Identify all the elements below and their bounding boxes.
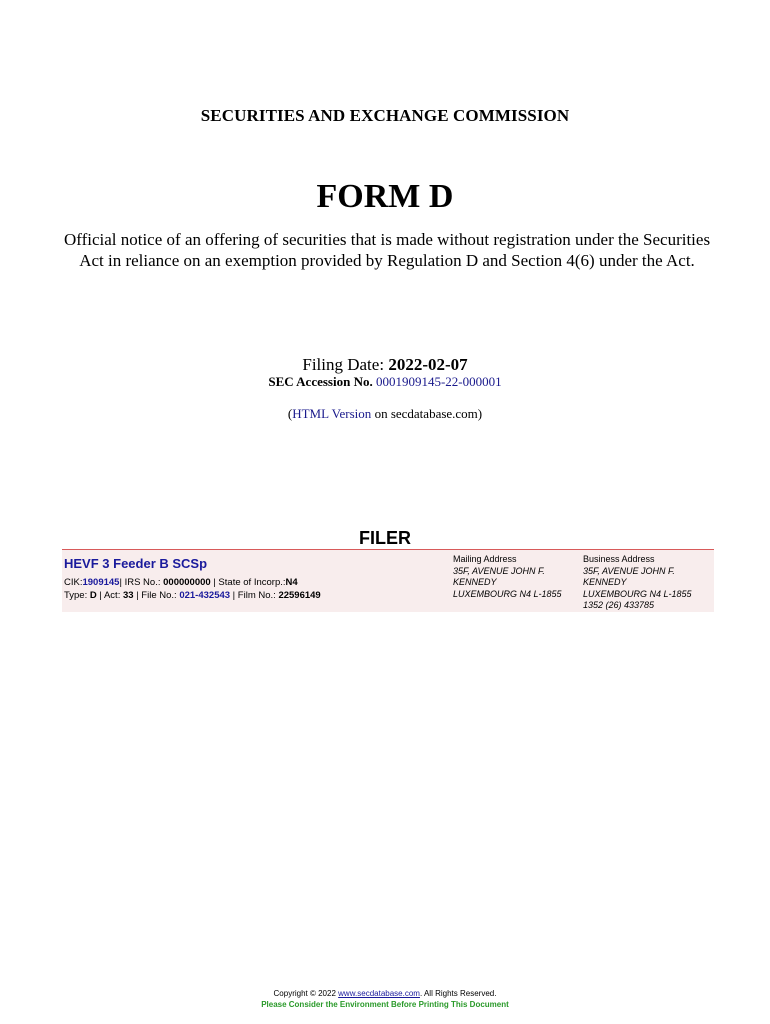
state-label: | State of Incorp.: — [210, 577, 286, 588]
form-title: FORM D — [316, 178, 454, 215]
business-address-line2: KENNEDY — [583, 577, 627, 587]
filing-date-label: Filing Date: — [302, 355, 385, 374]
cik-label: CIK: — [64, 577, 83, 588]
business-address-title: Business Address — [583, 554, 655, 564]
business-address-line3: LUXEMBOURG N4 L-1855 — [583, 588, 692, 599]
act-label: | Act: — [96, 590, 123, 601]
type-label: Type: — [64, 590, 90, 601]
html-version-line — [0, 406, 770, 422]
filer-box — [62, 549, 714, 612]
business-address-line1: 35F, AVENUE JOHN F. — [583, 565, 675, 576]
business-address — [583, 554, 711, 612]
environment-note: Please Consider the Environment Before Printing This Document — [261, 1000, 509, 1009]
html-version-open: ( — [287, 406, 293, 421]
accession-number-link[interactable]: 0001909145-22-000001 — [375, 374, 502, 389]
filer-heading: FILER — [359, 528, 411, 548]
state-value: N4 — [285, 577, 298, 588]
business-address-phone: 1352 (26) 433785 — [583, 600, 655, 610]
accession-label: SEC Accession No. — [268, 374, 373, 389]
film-no-value: 22596149 — [278, 590, 321, 601]
html-version-link[interactable]: HTML Version — [292, 406, 372, 421]
file-no-link[interactable]: 021-432543 — [179, 590, 231, 601]
irs-label: | IRS No.: — [119, 577, 164, 588]
filer-ids-line — [64, 577, 298, 588]
mailing-address-title: Mailing Address — [453, 554, 517, 564]
type-value: D — [89, 590, 97, 601]
secdatabase-link[interactable]: www.secdatabase.com — [338, 989, 420, 998]
irs-value: 000000000 — [163, 577, 211, 588]
film-no-label: | Film No.: — [230, 590, 279, 601]
cik-link[interactable]: 1909145 — [82, 577, 120, 588]
mailing-address — [453, 554, 578, 600]
copyright-prefix: Copyright © 2022 — [273, 989, 339, 998]
mailing-address-line3: LUXEMBOURG N4 L-1855 — [453, 588, 562, 599]
mailing-address-line2: KENNEDY — [453, 577, 497, 587]
copyright-line — [0, 988, 770, 999]
copyright-suffix: . All Rights Reserved. — [419, 989, 497, 998]
filing-date — [0, 355, 770, 375]
filer-type-line — [64, 590, 321, 601]
act-value: 33 — [122, 590, 134, 601]
footer — [0, 988, 770, 1010]
file-no-label: | File No.: — [133, 590, 180, 601]
html-version-rest: on secdatabase.com) — [371, 406, 483, 421]
filer-name[interactable]: HEVF 3 Feeder B SCSp — [64, 556, 208, 571]
filing-date-value: 2022-02-07 — [388, 355, 468, 374]
accession-line — [0, 374, 770, 390]
notice-text: Official notice of an offering of securities that is made without registration under the Securities Act in reliance on an exemption provided by Regulation D and Section 4(6) under the Act. — [63, 230, 711, 270]
mailing-address-line1: 35F, AVENUE JOHN F. — [453, 565, 545, 576]
agency-title: SECURITIES AND EXCHANGE COMMISSION — [200, 106, 570, 125]
